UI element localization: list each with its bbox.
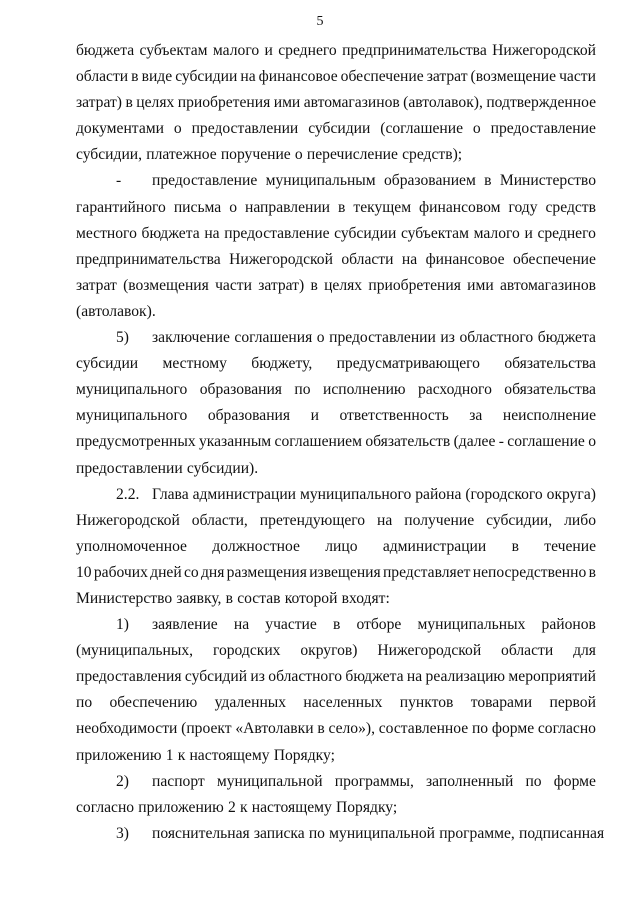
- text-line: уполномоченное должностное лицо администрации в течение: [76, 537, 596, 555]
- text-line: Нижегородской области, претендующего на получение субсидии, либо: [76, 511, 596, 529]
- text-line: субсидии, платежное поручение о перечисление средств);: [76, 146, 463, 164]
- text-line: документами о предоставлении субсидии (соглашение о предоставление: [76, 120, 596, 138]
- text-line: 10 рабочих дней со дня размещения извещения представляет непосредственно в: [76, 563, 596, 581]
- paragraph: [76, 612, 596, 769]
- text-line: Министерство заявку, в состав которой входят:: [76, 589, 390, 607]
- text-line: местного бюджета на предоставление субсидии субъектам малого и среднего: [76, 224, 596, 242]
- list-label: 2.2.: [116, 485, 140, 503]
- document-body: [76, 38, 605, 847]
- text-line: предусмотренных указанным соглашением обязательств (далее - соглашение о: [76, 433, 596, 451]
- paragraph: [76, 325, 596, 482]
- text-line: 2) паспорт муниципальной программы, заполненный по форме: [76, 769, 596, 795]
- text-line: затрат) в целях приобретения ими автомагазинов (автолавок), подтвержденное: [76, 94, 596, 112]
- text-line: гарантийного письма о направлении в текущем финансовом году средств: [76, 198, 596, 216]
- text-line: 3) пояснительная записка по муниципальной программе, подписанная: [76, 821, 596, 847]
- text-line: приложению 1 к настоящему Порядку;: [76, 746, 335, 764]
- text-line: области в виде субсидии на финансовое обеспечение затрат (возмещение части: [76, 68, 596, 86]
- paragraph: [76, 168, 596, 325]
- text-line: согласно приложению 2 к настоящему Порядку;: [76, 798, 398, 816]
- text-line: муниципального образования и ответственность за неисполнение: [76, 407, 596, 425]
- text-line: предпринимательства Нижегородской области на финансовое обеспечение: [76, 250, 596, 268]
- text-line: (муниципальных, городских округов) Нижегородской области для: [76, 642, 596, 660]
- text-line: 5) заключение соглашения о предоставлении из областного бюджета: [76, 325, 596, 351]
- text-line: субсидии местному бюджету, предусматривающего обязательства: [76, 355, 596, 373]
- paragraph: [76, 482, 596, 612]
- paragraph: [76, 821, 605, 847]
- text-line: бюджета субъектам малого и среднего предпринимательства Нижегородской: [76, 42, 596, 59]
- list-label: 3): [116, 824, 129, 842]
- text-line: - предоставление муниципальным образованием в Министерство: [76, 168, 596, 194]
- list-label: -: [116, 172, 122, 190]
- list-label: 2): [116, 772, 129, 790]
- text-line: предоставлении субсидии).: [76, 459, 259, 477]
- paragraph: [76, 769, 596, 821]
- text-line: по обеспечению удаленных населенных пунктов товарами первой: [76, 694, 596, 712]
- text-line: затрат (возмещения части затрат) в целях приобретения ими автомагазинов: [76, 276, 596, 294]
- page-number: 5: [316, 14, 324, 29]
- paragraph: [76, 38, 596, 168]
- text-line: 2.2. Глава администрации муниципального района (городского округа): [76, 482, 596, 508]
- text-line: муниципального образования по исполнению расходного обязательства: [76, 381, 596, 399]
- text-line: необходимости (проект «Автолавки в село»), составленное по форме согласно: [76, 720, 596, 738]
- list-label: 1): [116, 616, 129, 634]
- text-line: 1) заявление на участие в отборе муниципальных районов: [76, 612, 596, 638]
- list-label: 5): [116, 329, 129, 347]
- text-line: (автолавок).: [76, 302, 156, 320]
- text-line: предоставления субсидий из областного бюджета на реализацию мероприятий: [76, 668, 596, 686]
